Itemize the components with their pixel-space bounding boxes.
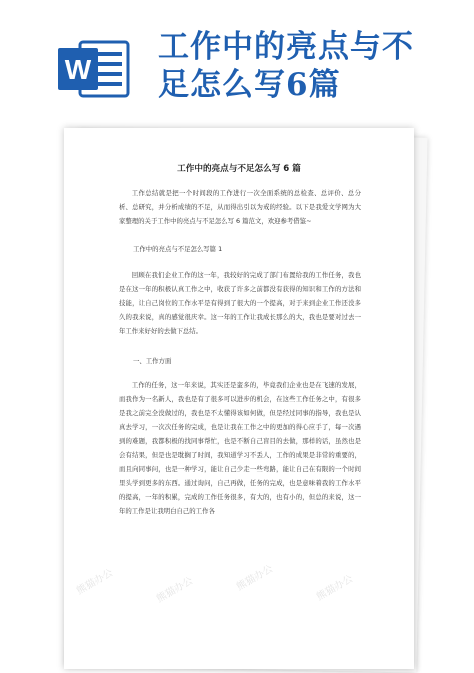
intro-paragraph: 工作总结就是把一个时间段的工作进行一次全面系统的总检查、总评价、总分析、总研究，并分析成绩的不足，从而得出引以为戒的经验。以下是我爱文学网为大家整理的关于工作中的亮点与不足怎么写 6 篇范文，欢迎参考借鉴~ (119, 189, 361, 225)
watermark (64, 533, 414, 613)
document-page (64, 128, 414, 669)
section-heading: 一、工作方面 (133, 357, 172, 365)
subtitle-heading: 工作中的亮点与不足怎么写篇 1 (133, 245, 223, 253)
banner-title (158, 28, 458, 104)
word-icon-letter: W (64, 54, 92, 85)
banner-title-line1: 工作中的亮点与不 (158, 29, 414, 65)
word-document-icon (56, 38, 132, 100)
paragraph-2: 工作的任务，这一年来说，其实还是蛮多的，毕竟我们企业也是在飞速的发展，而我作为一名新人，我也是有了很多可以进步的机会，在这些工作任务之中，有很多是我之前完全没做过的，我也是不太懂得该如何做，但是经过同事的指导，我也是认真去学习，一次次任务的完成，也是让我在工作之中的更加的得心应手了，每一次遇到的难题，我都积极的找同事帮忙，也是不断自己盲目的去做，那样的话，虽然也是会有结果，但是也是耽搁了时间，我知道学习不丢人，工作的成果是非常的重要的，而且向同事问，也是一种学习，能让自己少走一些弯路，能让自己在有限的一个时间里头学到更多的东西。通过询问，自己再做，任务的完成，也是意味着我的工作水平的提高，一年的积累，完成的工作任务很多，有大的，也有小的，但总的来说，这一年的工作是让我明白自己的工作各 (119, 381, 361, 515)
watermark-text: 熊猫办公 (74, 567, 116, 597)
watermark-text: 熊猫办公 (234, 563, 276, 593)
banner (0, 0, 474, 118)
banner-title-line2: 足怎么写6篇 (158, 67, 341, 103)
document-title: 工作中的亮点与不足怎么写 6 篇 (177, 164, 301, 174)
watermark-text: 熊猫办公 (314, 573, 356, 603)
watermark-text: 熊猫办公 (154, 575, 196, 605)
paragraph-1: 回顾在我们企业工作的这一年，我较好的完成了部门布置给我的工作任务，我也是在这一年的积极认真工作之中，收获了许多之前都没有获得的知识和工作的方法和技能，让自己岗位的工作水平是有得到了很大的一个提高，对于来到企业工作还没多久的我来说，真的感觉很庆幸。这一年的工作让我成长那么的大，我也是要对过去一年工作来好好的去做下总结。 (119, 271, 361, 335)
document-preview (64, 128, 424, 669)
